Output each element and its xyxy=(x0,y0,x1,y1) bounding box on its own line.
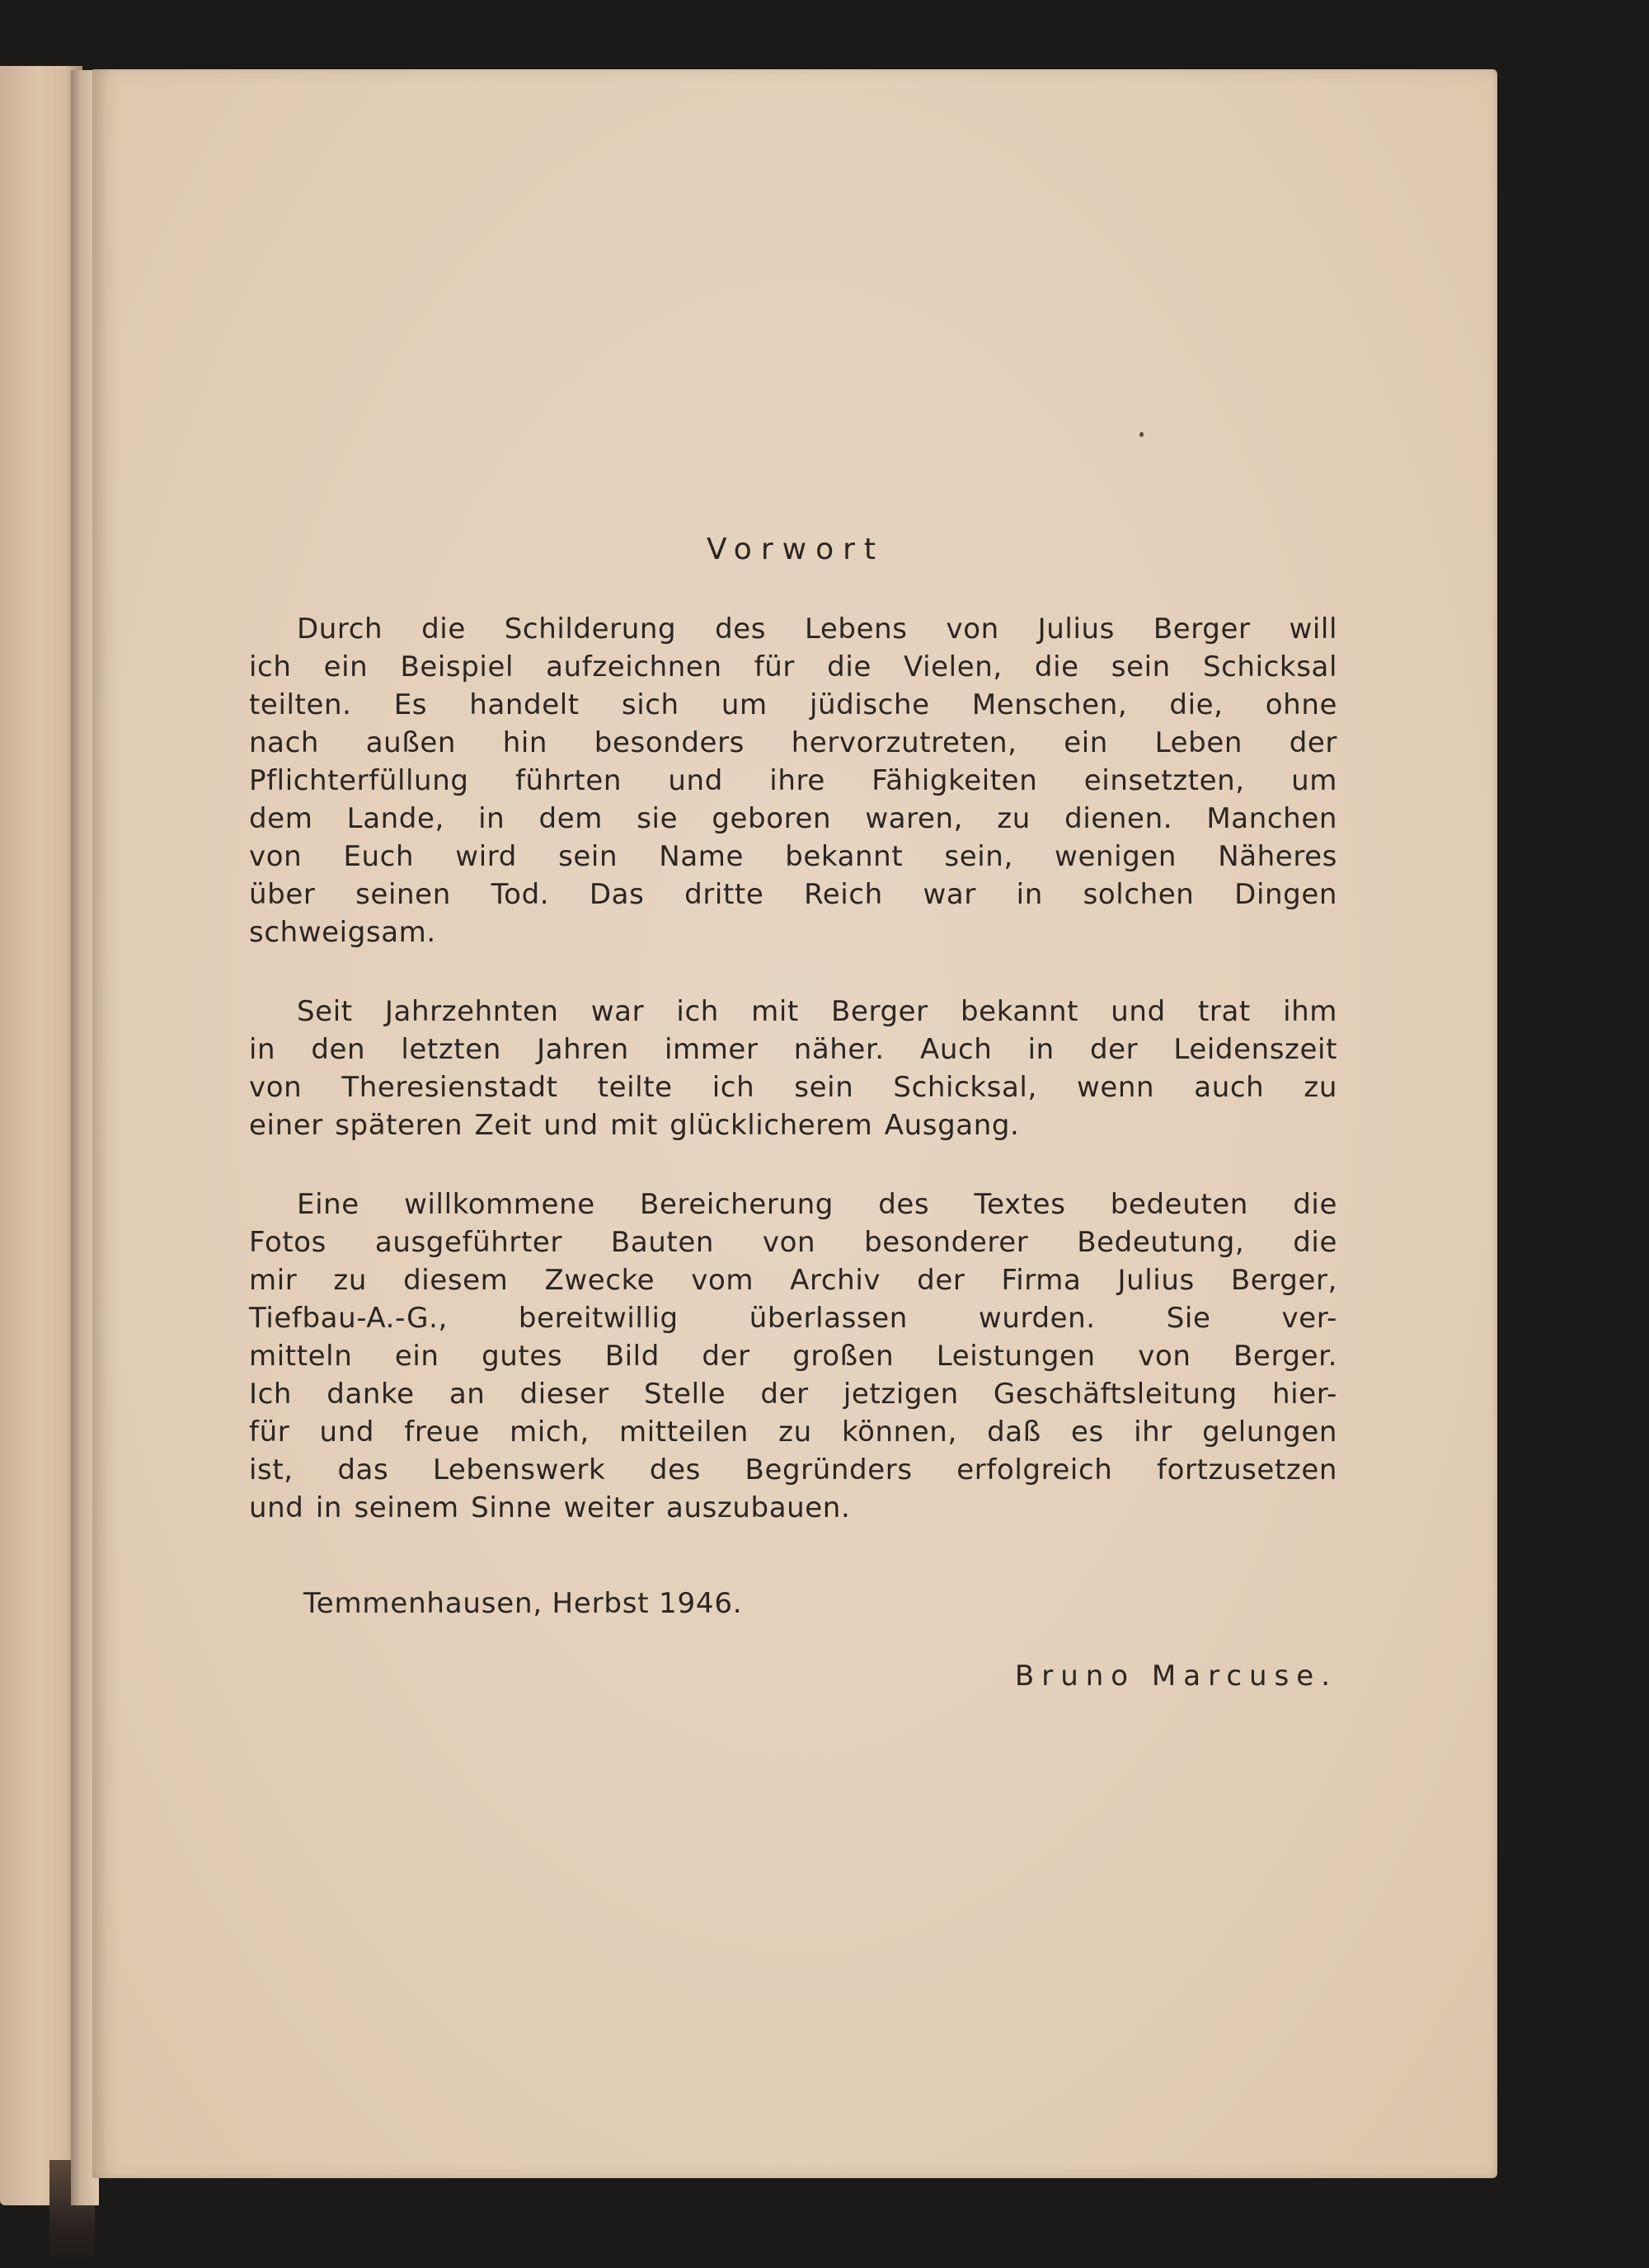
text-line: Pflichterfüllung führten und ihre Fähigkeiten einsetzten, um xyxy=(249,764,1337,797)
text-line: in den letzten Jahren immer näher. Auch in der Leidenszeit xyxy=(249,1033,1337,1066)
facing-page-edge xyxy=(0,66,82,2205)
text-line: nach außen hin besonders hervorzutreten, ein Leben der xyxy=(249,726,1337,759)
text-line: mitteln ein gutes Bild der großen Leistungen von Berger. xyxy=(249,1340,1337,1373)
text-line: von Euch wird sein Name bekannt sein, wenigen Näheres xyxy=(249,840,1337,873)
text-line: schweigsam. xyxy=(249,916,436,949)
text-line: und in seinem Sinne weiter auszubauen. xyxy=(249,1491,851,1524)
text-line: Fotos ausgeführter Bauten von besonderer Bedeutung, die xyxy=(249,1226,1337,1259)
text-line: ich ein Beispiel aufzeichnen für die Vielen, die sein Schicksal xyxy=(249,650,1337,683)
text-line: Ich danke an dieser Stelle der jetzigen Geschäftsleitung hier- xyxy=(249,1378,1337,1411)
text-line: teilten. Es handelt sich um jüdische Menschen, die, ohne xyxy=(249,688,1337,721)
paragraph-2 xyxy=(249,993,1337,1144)
text-line: einer späteren Zeit und mit glücklicherem Ausgang. xyxy=(249,1109,1020,1142)
author-signature: Bruno Marcuse. xyxy=(1014,1660,1337,1693)
text-line: für und freue mich, mitteilen zu können, daß es ihr gelungen xyxy=(249,1416,1337,1449)
paragraph-3 xyxy=(249,1186,1337,1527)
text-line: von Theresienstadt teilte ich sein Schicksal, wenn auch zu xyxy=(249,1071,1337,1104)
text-line: Seit Jahrzehnten war ich mit Berger bekannt und trat ihm xyxy=(297,995,1337,1028)
text-line: dem Lande, in dem sie geboren waren, zu dienen. Manchen xyxy=(249,802,1337,835)
text-line: Eine willkommene Bereicherung des Textes bedeuten die xyxy=(297,1188,1337,1221)
paragraph-gap xyxy=(249,951,1337,993)
text-line: Tiefbau-A.-G., bereitwillig überlassen wurden. Sie ver- xyxy=(249,1302,1337,1335)
paragraph-gap xyxy=(249,1144,1337,1186)
paragraph-1 xyxy=(249,610,1337,951)
paper-speck xyxy=(1139,432,1144,437)
text-line: mir zu diesem Zwecke vom Archiv der Firma Julius Berger, xyxy=(249,1264,1337,1297)
text-line: Durch die Schilderung des Lebens von Julius Berger will xyxy=(297,613,1337,646)
page-content xyxy=(249,531,1337,1695)
text-line: ist, das Lebenswerk des Begründers erfolgreich fortzusetzen xyxy=(249,1453,1337,1486)
book-page xyxy=(92,69,1497,2178)
text-line: über seinen Tod. Das dritte Reich war in solchen Dingen xyxy=(249,878,1337,911)
page-title: Vorwort xyxy=(706,533,886,566)
place-and-date: Temmenhausen, Herbst 1946. xyxy=(303,1587,743,1620)
